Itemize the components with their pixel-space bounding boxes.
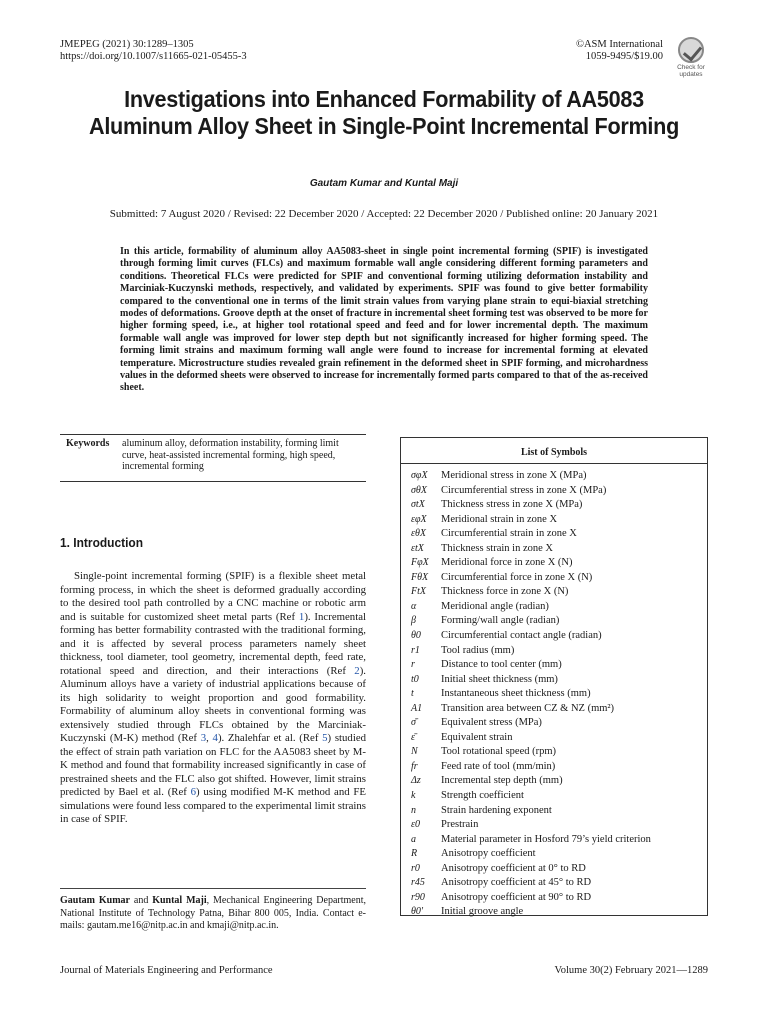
symbol-row	[411, 891, 703, 906]
intro-text-3b: ,	[206, 732, 209, 744]
symbol-row	[411, 789, 703, 804]
authors: Gautam Kumar and Kuntal Maji	[309, 178, 459, 189]
intro-text-2: ). Incremental forming has better formability contrasted with the traditional forming, and it is affected by several process parameters namely sheet thickness, tool diameter, tool geometry, incremental depth, feed rate, rotational speed and direction, and their interactions (Ref	[60, 610, 366, 677]
intro-text-4: ). Zhalehfar et al. (Ref	[217, 732, 319, 744]
symbol-row	[411, 644, 703, 659]
symbol-description: Instantaneous sheet thickness (mm)	[441, 688, 591, 700]
ref-link-4[interactable]: 4	[212, 732, 218, 744]
symbols-divider	[401, 463, 707, 464]
symbol-description: Incremental step depth (mm)	[441, 775, 563, 787]
symbol-row	[411, 847, 703, 862]
symbol-row	[411, 585, 703, 600]
symbol-row	[411, 556, 703, 571]
author-footnote	[60, 888, 366, 933]
symbol-description: Transition area between CZ & NZ (mm²)	[441, 702, 615, 714]
symbol-description: Strain hardening exponent	[441, 804, 552, 816]
symbol: FtX	[411, 586, 426, 598]
paper-title: Investigations into Enhanced Formability of AA5083 Aluminum Alloy Sheet in Single-Point Incremental Forming	[88, 86, 680, 139]
symbol: r45	[411, 877, 425, 889]
symbols-box	[400, 437, 708, 916]
symbol-row	[411, 774, 703, 789]
symbol: Δz	[411, 775, 421, 787]
ref-link-2[interactable]: 2	[354, 664, 360, 677]
symbol-description: Initial sheet thickness (mm)	[441, 673, 558, 685]
footnote-and: and	[130, 895, 153, 906]
badge-label: Check for updates	[677, 64, 705, 78]
intro-paragraph	[60, 570, 366, 827]
symbol: θ0	[411, 630, 421, 642]
symbol: t	[411, 688, 414, 700]
symbol: n	[411, 804, 416, 816]
symbol: fr	[411, 760, 418, 772]
ref-link-6[interactable]: 6	[190, 786, 197, 798]
symbol-description: Tool rotational speed (rpm)	[441, 746, 557, 758]
journal-ref: JMEPEG (2021) 30:1289–1305	[60, 39, 194, 50]
symbol: r90	[411, 891, 425, 903]
symbol: r	[411, 659, 415, 671]
symbol-row	[411, 731, 703, 746]
check-for-updates-badge[interactable]	[672, 37, 710, 78]
symbol: σφX	[411, 470, 428, 481]
ref-link-3[interactable]: 3	[200, 732, 207, 744]
symbol-row	[411, 614, 703, 629]
symbol: β	[411, 615, 416, 627]
symbol-description: Prestrain	[441, 819, 479, 831]
footer-journal: Journal of Materials Engineering and Performance	[60, 965, 273, 976]
symbol-row	[411, 513, 703, 528]
symbol: FθX	[411, 571, 429, 583]
symbols-list	[411, 469, 703, 920]
symbol-description: Meridional force in zone X (N)	[441, 557, 573, 569]
symbol: εtX	[411, 542, 424, 554]
doi-link[interactable]: https://doi.org/10.1007/s11665-021-05455-3	[60, 51, 247, 62]
symbol-row	[411, 862, 703, 877]
symbol-row	[411, 745, 703, 760]
publisher: ©ASM International	[575, 39, 663, 50]
symbol-row	[411, 905, 703, 920]
intro-text-1: Single-point incremental forming (SPIF) is a flexible sheet metal forming process, in which the sheet is deformed gradually according to the desired tool path controlled by a CNC machine or robotic arm and is suitable for customized sheet metal parts (Ref	[60, 570, 366, 623]
symbol-row	[411, 687, 703, 702]
symbol-description: Meridional angle (radian)	[441, 600, 549, 612]
symbol: ε0	[411, 819, 420, 831]
symbol-row	[411, 658, 703, 673]
keywords-text: aluminum alloy, deformation instability, forming limit curve, heat-assisted incremental forming, high speed, incremental forming	[122, 438, 339, 472]
symbol-row	[411, 629, 703, 644]
symbol: N	[411, 746, 418, 758]
footnote-author-1: Gautam Kumar	[60, 895, 130, 906]
symbol-description: Tool radius (mm)	[441, 644, 515, 656]
header-left	[60, 39, 247, 63]
symbol-description: Circumferential force in zone X (N)	[441, 571, 593, 583]
symbol-row	[411, 469, 703, 484]
header-right	[576, 39, 663, 63]
symbols-heading: List of Symbols	[520, 447, 588, 458]
symbol-description: Initial groove angle	[441, 906, 524, 918]
symbol-description: Thickness stress in zone X (MPa)	[441, 499, 583, 511]
symbol-row	[411, 833, 703, 848]
footnote-author-2: Kuntal Maji	[152, 895, 207, 906]
symbol: k	[411, 790, 416, 802]
section-heading-introduction: 1. Introduction	[60, 535, 144, 550]
symbol-row	[411, 702, 703, 717]
symbol-row	[411, 600, 703, 615]
symbol: σ̄	[411, 717, 416, 729]
symbol-description: Anisotropy coefficient	[441, 848, 536, 860]
footer-volume: Volume 30(2) February 2021—1289	[554, 965, 708, 976]
symbol-description: Meridional strain in zone X	[441, 513, 558, 525]
symbol-description: Thickness strain in zone X	[441, 542, 553, 554]
symbol-description: Circumferential contact angle (radian)	[441, 630, 602, 642]
symbol-row	[411, 484, 703, 499]
symbol-description: Anisotropy coefficient at 45° to RD	[441, 877, 592, 889]
symbol: r1	[411, 644, 420, 656]
abstract: In this article, formability of aluminum alloy AA5083-sheet in single point incremental forming (SPIF) is investigated through forming limit curves (FLCs) and maximum formable wall angle considering different forming parameters and conditions. Theoretical FLCs were predicted for SPIF and conventional forming utilizing deformation instability and Marciniak-Kuczynski methods, respectively, and validated by experiments. SPIF was found to give better formability compared to the conventional one in terms of the limit strain values from varying plane strain to equi-biaxial stretching modes of deformations. Groove depth at the onset of fracture in incremental sheet forming test was observed to be more for higher forming speed, i.e., at higher tool rotational speed and feed and for lower incremental depth. The maximum formable wall angle was improved for lower step depth but not significantly increased for higher forming speed. The forming limit strains and maximum forming wall angle were found to increase for incremental forming at elevated temperature. Microstructure studies revealed grain refinement in the deformed sheet in SPIF forming, and microhardness values in the deformed sheets were observed to increase for incrementally formed parts compared to that of the as-received sheet.	[120, 246, 648, 394]
symbol: α	[411, 600, 417, 612]
symbol-row	[411, 571, 703, 586]
intro-text-5: ) studied the effect of strain path variation on FLC for the AA5083 sheet by M-K method and found that formability increased significantly in case of prestrained sheets and the FLC also got shifted. However, limit strains predicted by Bael et al. (Ref	[60, 732, 367, 798]
symbol: σθX	[411, 484, 427, 496]
symbol-description: Distance to tool center (mm)	[441, 659, 562, 671]
symbol-description: Circumferential strain in zone X	[441, 528, 577, 540]
symbol: θ0′	[411, 906, 424, 918]
symbol-description: Material parameter in Hosford 79’s yield criterion	[441, 833, 651, 845]
symbol-row	[411, 876, 703, 891]
symbol-description: Anisotropy coefficient at 90° to RD	[441, 891, 592, 903]
symbol: εθX	[411, 528, 426, 540]
symbol-row	[411, 527, 703, 542]
symbol: σtX	[411, 499, 425, 511]
footnote-affiliation: , Mechanical Engineering Department, National Institute of Technology Patna, Bihar 800 005, India. Contact e-mails: gautam.me16@nitp.ac.in and kmaji@nitp.ac.in.	[60, 895, 366, 931]
symbol-row	[411, 716, 703, 731]
symbol: ε̄	[411, 731, 415, 743]
symbol-description: Thickness force in zone X (N)	[441, 586, 569, 598]
symbol-description: Strength coefficient	[441, 790, 524, 802]
intro-text-6: ) using modified M-K method and FE simulations were found less compared to the experimental limit strains in case of SPIF.	[60, 786, 366, 825]
symbol: r0	[411, 862, 420, 874]
symbol: R	[411, 848, 418, 860]
keywords-label: Keywords	[66, 438, 110, 449]
symbol-description: Meridional stress in zone X (MPa)	[441, 470, 587, 481]
check-icon	[678, 37, 704, 63]
symbol-row	[411, 760, 703, 775]
intro-text-3: ). Aluminum alloys have a variety of industrial applications because of its high solidarity to weight proportion and good formability. Formability of aluminum alloy sheets in conventional forming was extensively studied through FLCs obtained by the Marciniak-Kuczynski (M-K) method (Ref	[60, 664, 366, 744]
symbol-row	[411, 804, 703, 819]
keywords-box	[60, 434, 366, 482]
symbol-row	[411, 498, 703, 513]
symbol: FφX	[411, 557, 429, 569]
symbol-row	[411, 818, 703, 833]
symbol: εφX	[411, 513, 427, 525]
symbol-description: Equivalent stress (MPa)	[441, 717, 542, 729]
symbol-row	[411, 542, 703, 557]
symbol-row	[411, 673, 703, 688]
symbol-description: Forming/wall angle (radian)	[441, 615, 560, 627]
ref-link-5[interactable]: 5	[322, 732, 328, 744]
issn-price: 1059-9495/$19.00	[585, 51, 663, 62]
symbol-description: Anisotropy coefficient at 0° to RD	[441, 862, 586, 874]
symbol-description: Circumferential stress in zone X (MPa)	[441, 484, 607, 496]
submission-dates: Submitted: 7 August 2020 / Revised: 22 December 2020 / Accepted: 22 December 2020 / Published online: 20 January 2021	[109, 208, 659, 220]
ref-link-1[interactable]: 1	[298, 610, 305, 623]
symbol-description: Equivalent strain	[441, 731, 513, 743]
symbol: t0	[411, 673, 419, 685]
symbol: a	[411, 833, 416, 845]
symbol-description: Feed rate of tool (mm/min)	[441, 760, 556, 772]
symbol: A1	[411, 702, 423, 714]
